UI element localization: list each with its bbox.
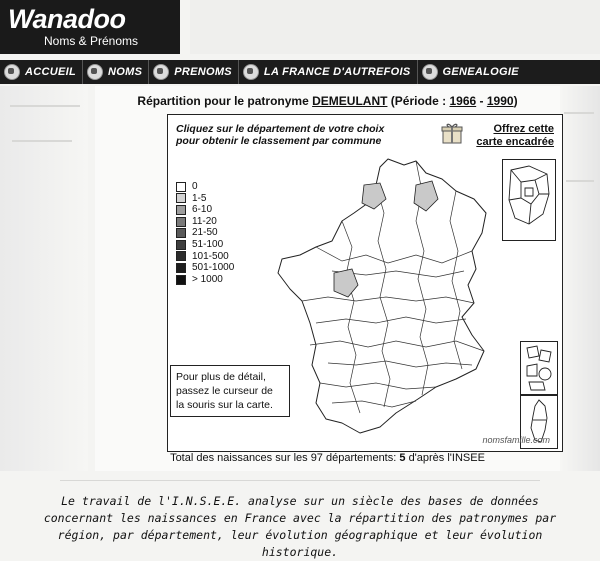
main-content bbox=[95, 86, 560, 471]
legend-item bbox=[176, 216, 234, 228]
brand-logo[interactable]: Wanadoo bbox=[8, 4, 126, 34]
site-banner bbox=[0, 0, 600, 54]
legend-item bbox=[176, 181, 234, 193]
nav-item-accueil[interactable] bbox=[0, 60, 83, 84]
title-close: ) bbox=[513, 94, 518, 108]
hint-line: passez le curseur de bbox=[176, 385, 273, 397]
legend-item bbox=[176, 262, 234, 274]
legend-label: 501-1000 bbox=[192, 262, 235, 274]
hint-line: la souris sur la carte. bbox=[176, 399, 273, 411]
names-icon bbox=[87, 64, 103, 80]
hint-line: Pour plus de détail, bbox=[176, 371, 266, 383]
legend-label: 6-10 bbox=[192, 204, 213, 216]
scan-artifact bbox=[566, 180, 594, 182]
gift-icon[interactable] bbox=[440, 121, 464, 145]
paris-region-inset[interactable] bbox=[502, 159, 556, 241]
births-total bbox=[95, 452, 560, 464]
banner-background bbox=[190, 0, 600, 54]
overseas-inset[interactable] bbox=[520, 341, 558, 395]
nav-label: ACCUEIL bbox=[25, 66, 76, 78]
brand-subtitle: Noms & Prénoms bbox=[44, 34, 139, 48]
offer-line: Offrez cette bbox=[493, 123, 554, 135]
map-legend bbox=[176, 181, 234, 285]
home-icon bbox=[4, 64, 20, 80]
scan-margin-right bbox=[560, 86, 600, 471]
legend-swatch bbox=[176, 193, 186, 203]
genealogy-icon bbox=[422, 64, 438, 80]
legend-swatch bbox=[176, 217, 186, 227]
legend-item bbox=[176, 204, 234, 216]
map-panel bbox=[167, 114, 563, 452]
site-credit: nomsfamille.com bbox=[482, 435, 550, 445]
legend-swatch bbox=[176, 251, 186, 261]
legend-swatch bbox=[176, 205, 186, 215]
cta-line: pour obtenir le classement par commune bbox=[176, 135, 382, 147]
legend-swatch bbox=[176, 182, 186, 192]
legend-swatch bbox=[176, 228, 186, 238]
nav-item-genealogie[interactable] bbox=[418, 60, 525, 84]
france-map[interactable] bbox=[276, 151, 504, 443]
legend-swatch bbox=[176, 240, 186, 250]
legend-label: 101-500 bbox=[192, 250, 229, 262]
legend-label: 0 bbox=[192, 181, 198, 192]
nav-label: GENEALOGIE bbox=[442, 66, 519, 78]
old-france-icon bbox=[243, 64, 259, 80]
note-line: concernant les naissances en France avec la répartition des patronymes par bbox=[43, 511, 557, 525]
map-hint-box bbox=[170, 365, 290, 417]
page-title bbox=[95, 94, 560, 108]
total-suffix: d'après l'INSEE bbox=[408, 452, 485, 464]
title-period-label: (Période : bbox=[390, 94, 447, 108]
title-surname[interactable]: DEMEULANT bbox=[312, 94, 388, 108]
main-nav bbox=[0, 60, 600, 84]
nav-item-france-autrefois[interactable] bbox=[239, 60, 418, 84]
nav-item-prenoms[interactable] bbox=[149, 60, 239, 84]
scan-margin-left bbox=[0, 86, 88, 471]
total-prefix: Total des naissances sur les 97 départements: bbox=[170, 452, 397, 464]
period-start[interactable]: 1966 bbox=[449, 94, 477, 108]
scan-artifact bbox=[10, 105, 80, 107]
firstnames-icon bbox=[153, 64, 169, 80]
total-value: 5 bbox=[399, 452, 406, 464]
scan-artifact bbox=[12, 140, 72, 142]
legend-label: 51-100 bbox=[192, 238, 224, 250]
note-line: région, par département, leur évolution géographique et leur évolution historique. bbox=[57, 528, 543, 559]
legend-item bbox=[176, 227, 234, 239]
title-prefix: Répartition pour le patronyme bbox=[137, 94, 309, 108]
legend-swatch bbox=[176, 263, 186, 273]
legend-item bbox=[176, 274, 234, 286]
legend-label: 11-20 bbox=[192, 215, 217, 227]
legend-swatch bbox=[176, 275, 186, 285]
handwritten-note bbox=[20, 493, 580, 561]
nav-label: PRENOMS bbox=[174, 66, 232, 78]
legend-label: 21-50 bbox=[192, 227, 218, 239]
legend-item bbox=[176, 239, 234, 251]
nav-label: LA FRANCE D'AUTREFOIS bbox=[263, 66, 411, 78]
cta-line: Cliquez sur le département de votre choix bbox=[176, 123, 385, 135]
legend-item bbox=[176, 193, 234, 205]
scan-artifact bbox=[60, 480, 540, 481]
scan-artifact bbox=[564, 112, 594, 114]
period-end[interactable]: 1990 bbox=[486, 94, 514, 108]
brand-block[interactable] bbox=[0, 0, 180, 54]
nav-item-noms[interactable] bbox=[83, 60, 149, 84]
legend-label: 1-5 bbox=[192, 192, 207, 204]
offer-map-link[interactable] bbox=[476, 123, 554, 149]
legend-item bbox=[176, 251, 234, 263]
nav-label: NOMS bbox=[108, 66, 143, 78]
legend-label: > 1000 bbox=[192, 273, 223, 285]
period-separator: - bbox=[479, 94, 484, 108]
map-instructions bbox=[176, 123, 406, 147]
note-line: Le travail de l'I.N.S.E.E. analyse sur un siècle des bases de données bbox=[61, 494, 539, 508]
offer-line: carte encadrée bbox=[476, 136, 554, 148]
